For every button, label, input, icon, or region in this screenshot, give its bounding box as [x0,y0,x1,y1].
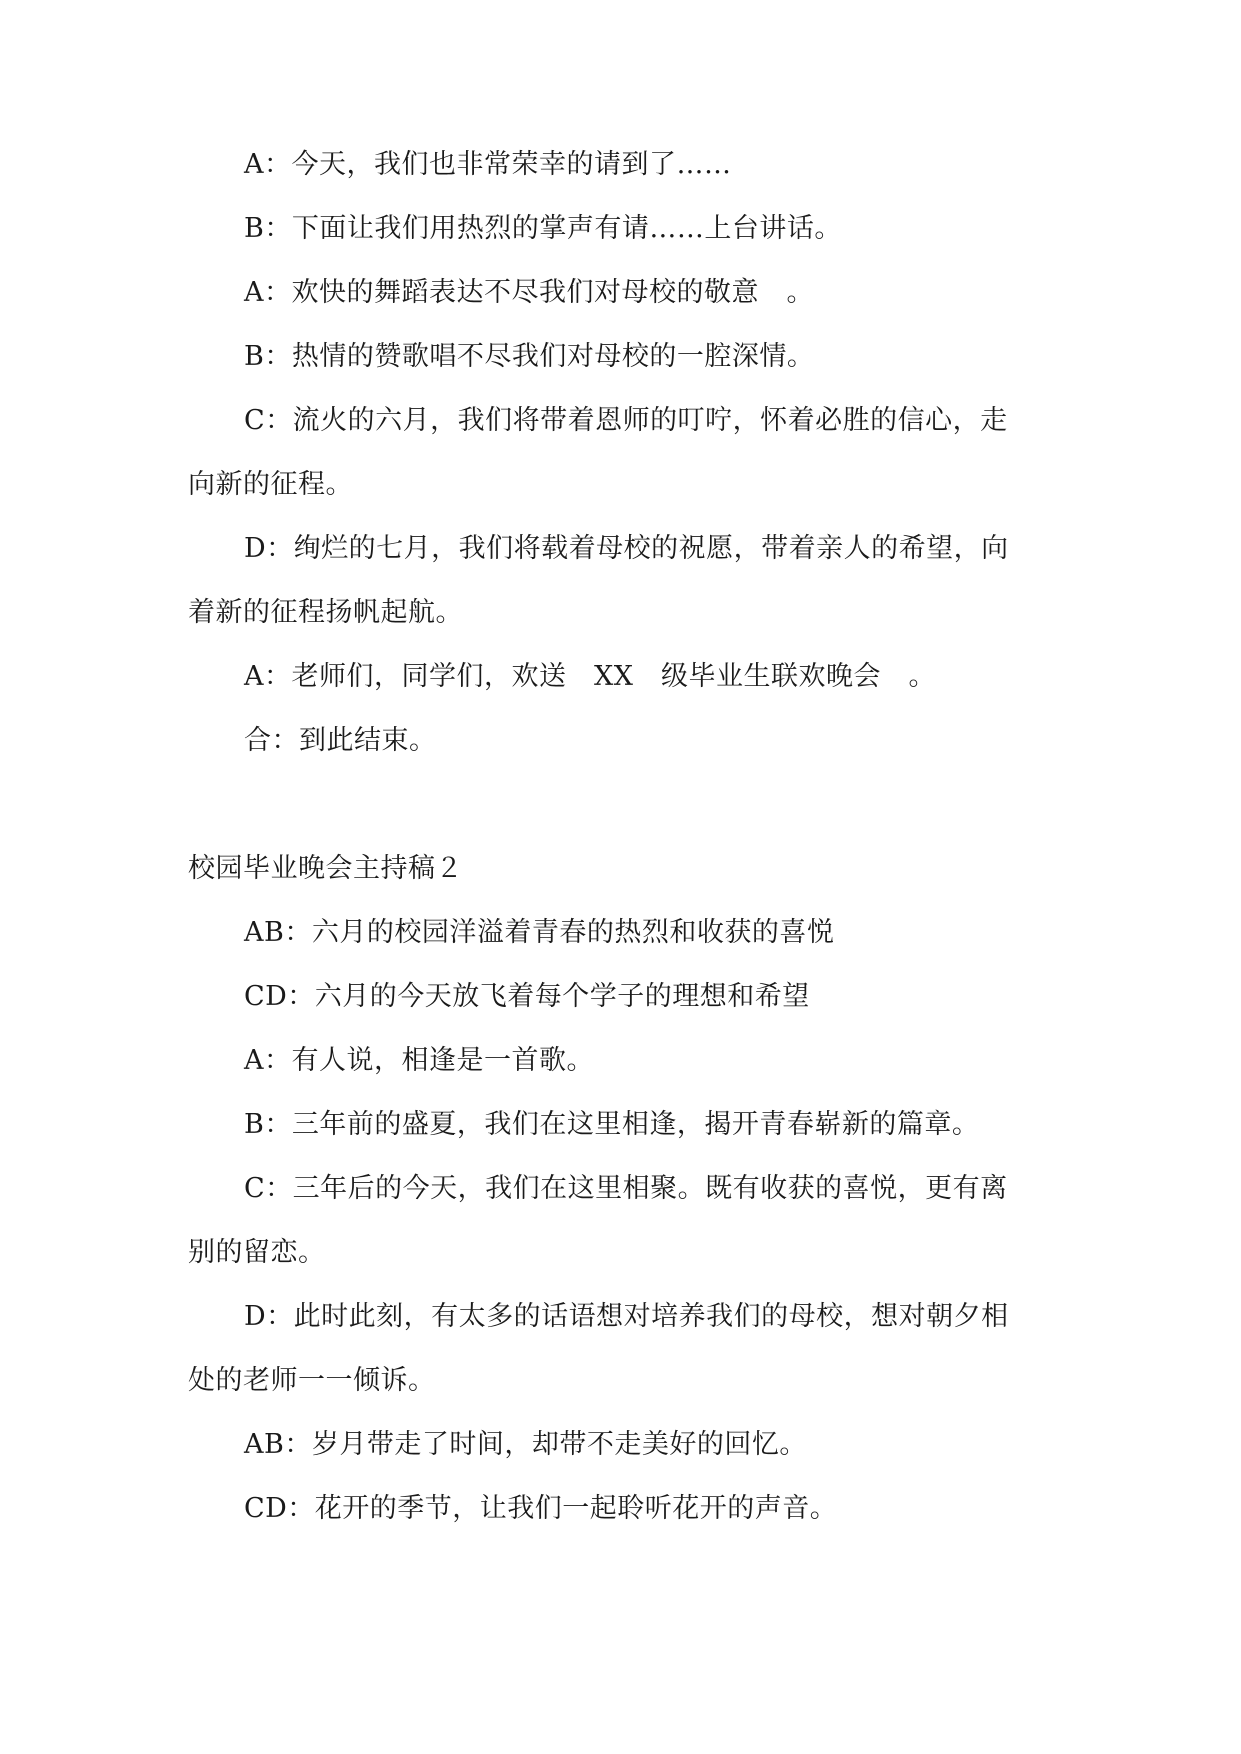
script-line: C：流火的六月，我们将带着恩师的叮咛，怀着必胜的信心，走 [244,405,1008,436]
script-line: A：欢快的舞蹈表达不尽我们对母校的敬意 。 [244,277,814,308]
script-line: AB：六月的校园洋溢着青春的热烈和收获的喜悦 [244,917,835,948]
script-line: 合：到此结束。 [244,725,437,756]
script-line-continuation: 向新的征程。 [188,469,353,500]
script-line: B：三年前的盛夏，我们在这里相逢，揭开青春崭新的篇章。 [244,1109,980,1140]
script-line: B：下面让我们用热烈的掌声有请……上台讲话。 [244,213,842,244]
script-line: CD：六月的今天放飞着每个学子的理想和希望 [244,981,810,1012]
script-line-continuation: 着新的征程扬帆起航。 [188,597,463,628]
script-line: AB：岁月带走了时间，却带不走美好的回忆。 [244,1429,807,1460]
script-line: D：绚烂的七月，我们将载着母校的祝愿，带着亲人的希望，向 [244,533,1009,564]
script-line: CD：花开的季节，让我们一起聆听花开的声音。 [244,1493,838,1524]
script-line: C：三年后的今天，我们在这里相聚。既有收获的喜悦，更有离 [244,1173,1008,1204]
script-line-continuation: 处的老师一一倾诉。 [188,1365,436,1396]
script-line: D：此时此刻，有太多的话语想对培养我们的母校，想对朝夕相 [244,1301,1009,1332]
section-heading: 校园毕业晚会主持稿２ [188,853,463,884]
script-line-continuation: 别的留恋。 [188,1237,326,1268]
script-line: A：有人说，相逢是一首歌。 [244,1045,594,1076]
script-line: B：热情的赞歌唱不尽我们对母校的一腔深情。 [244,341,815,372]
script-line: A：老师们，同学们，欢送 XX 级毕业生联欢晚会 。 [244,661,936,692]
script-line: A：今天，我们也非常荣幸的请到了…… [244,149,732,180]
